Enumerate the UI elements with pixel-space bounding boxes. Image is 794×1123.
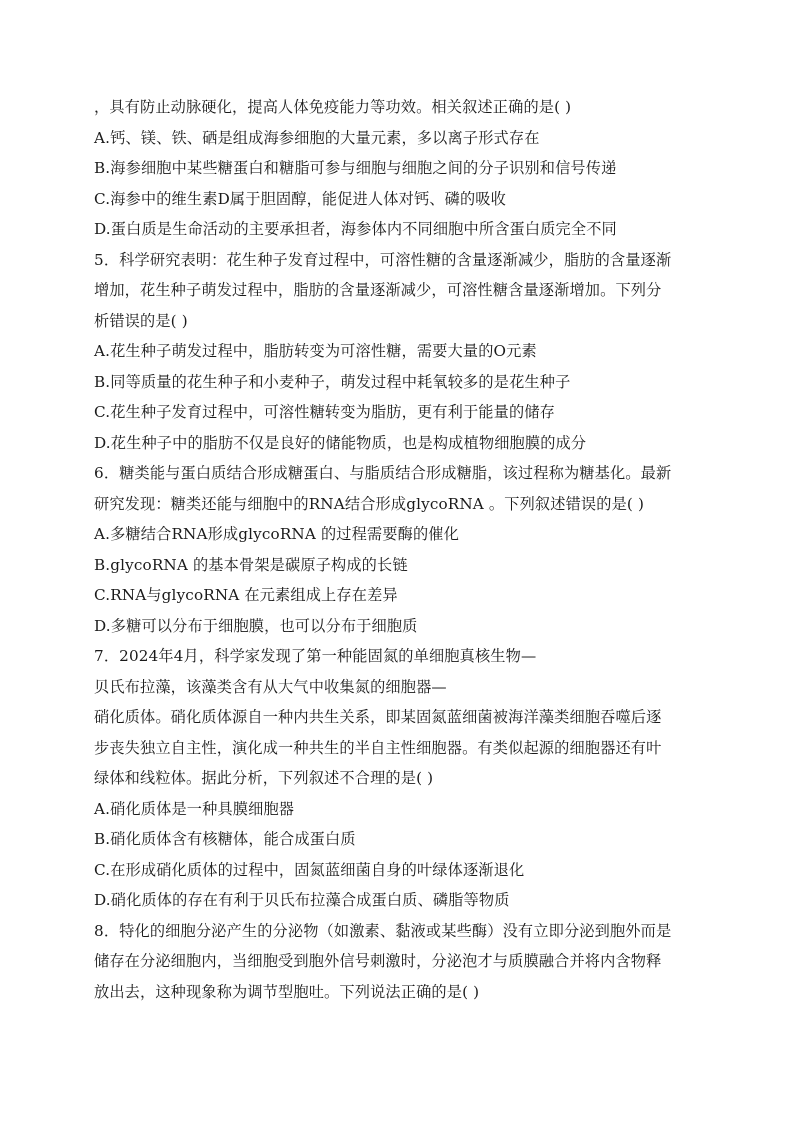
q6-option-b: B.glycoRNA 的基本骨架是碳原子构成的长链	[94, 555, 408, 574]
q7-option-d: D.硝化质体的存在有利于贝氏布拉藻合成蛋白质、磷脂等物质	[94, 891, 510, 909]
q7-stem-line-3: 硝化质体。硝化质体源自一种内共生关系，即某固氮蓝细菌被海洋藻类细胞吞噬后逐	[94, 708, 662, 726]
q4-option-d: D.蛋白质是生命活动的主要承担者，海参体内不同细胞中所含蛋白质完全不同	[94, 220, 617, 238]
q7-option-c: C.在形成硝化质体的过程中，固氮蓝细菌自身的叶绿体逐渐退化	[94, 860, 525, 879]
exam-page	[94, 92, 706, 1007]
q5-option-d: D.花生种子中的脂肪不仅是良好的储能物质，也是构成植物细胞膜的成分	[94, 433, 587, 452]
q5-option-b: B.同等质量的花生种子和小麦种子，萌发过程中耗氧较多的是花生种子	[94, 372, 571, 391]
q5-stem-line-3: 析错误的是( )	[94, 311, 188, 330]
q5-stem-line-1: 5．科学研究表明：花生种子发育过程中，可溶性糖的含量逐渐减少，脂肪的含量逐渐	[94, 250, 672, 269]
q7-option-a: A.硝化质体是一种具膜细胞器	[94, 799, 295, 818]
q7-option-b: B.硝化质体含有核糖体，能合成蛋白质	[94, 830, 356, 848]
q6-option-a: A.多糖结合RNA形成glycoRNA 的过程需要酶的催化	[94, 525, 459, 543]
q8-stem-line-3: 放出去，这种现象称为调节型胞吐。下列说法正确的是( )	[94, 982, 480, 1001]
q8-stem-line-2: 储存在分泌细胞内，当细胞受到胞外信号刺激时，分泌泡才与质膜融合并将内含物释	[94, 952, 662, 970]
q5-option-c: C.花生种子发育过程中，可溶性糖转变为脂肪，更有利于能量的储存	[94, 403, 555, 421]
q6-option-c: C.RNA与glycoRNA 在元素组成上存在差异	[94, 586, 398, 604]
q4-stem-tail: ，具有防止动脉硬化，提高人体免疫能力等功效。相关叙述正确的是( )	[94, 98, 572, 116]
q6-option-d: D.多糖可以分布于细胞膜，也可以分布于细胞质	[94, 616, 418, 635]
q8-stem-line-1: 8．特化的细胞分泌产生的分泌物（如激素、黏液或某些酶）没有立即分泌到胞外而是	[94, 921, 672, 940]
q4-option-c: C.海参中的维生素D属于胆固醇，能促进人体对钙、磷的吸收	[94, 189, 506, 208]
q4-option-a: A.钙、镁、铁、硒是组成海参细胞的大量元素，多以离子形式存在	[94, 128, 540, 147]
q4-option-b: B.海参细胞中某些糖蛋白和糖脂可参与细胞与细胞之间的分子识别和信号传递	[94, 159, 617, 177]
q5-stem-line-2: 增加，花生种子萌发过程中，脂肪的含量逐渐减少，可溶性糖含量逐渐增加。下列分	[94, 281, 662, 299]
q5-option-a: A.花生种子萌发过程中，脂肪转变为可溶性糖，需要大量的O元素	[94, 342, 537, 360]
q6-stem-line-1: 6．糖类能与蛋白质结合形成糖蛋白、与脂质结合形成糖脂，该过程称为糖基化。最新	[94, 464, 672, 482]
q6-stem-line-2: 研究发现：糖类还能与细胞中的RNA结合形成glycoRNA 。下列叙述错误的是( )	[94, 494, 645, 513]
q7-stem-line-2: 贝氏布拉藻，该藻类含有从大气中收集氮的细胞器—	[94, 677, 447, 696]
q7-stem-line-1: 7．2024年4月，科学家发现了第一种能固氮的单细胞真核生物—	[94, 647, 537, 665]
q7-stem-line-5: 绿体和线粒体。据此分析，下列叙述不合理的是( )	[94, 769, 434, 787]
q7-stem-line-4: 步丧失独立自主性，演化成一种共生的半自主性细胞器。有类似起源的细胞器还有叶	[94, 738, 662, 757]
